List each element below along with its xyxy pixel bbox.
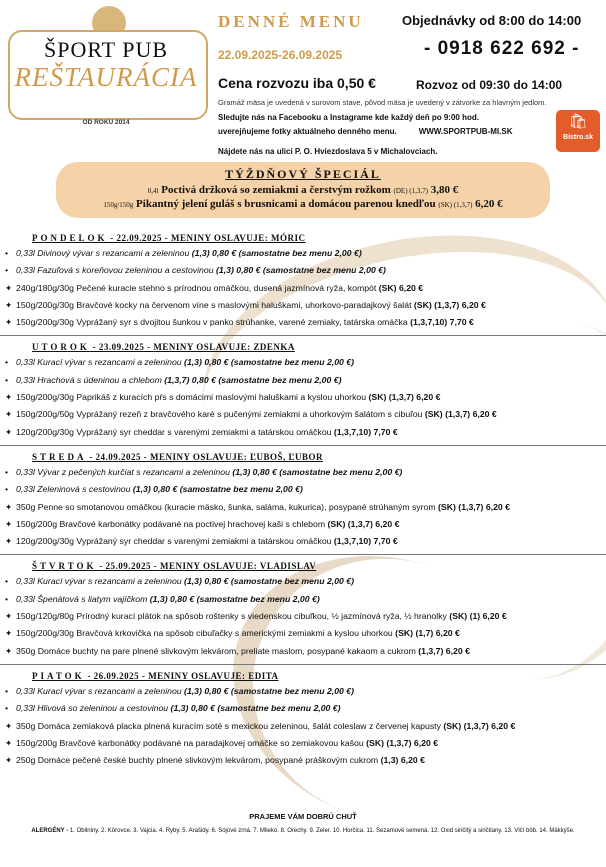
item-price: (1,3,7) 6,20 €: [418, 645, 470, 656]
main-item: [0, 643, 606, 660]
soup-item: [0, 591, 606, 608]
item-text: 150g/200g Bravčové karbonátky podávané na poctivej hrachovej kaši s chlebom: [16, 518, 328, 529]
main-item: [0, 297, 606, 314]
item-price: (SK) (1,3,7) 6,20 €: [327, 518, 400, 529]
special-qty: 0,4l: [147, 187, 159, 195]
item-price: (SK) (1,3,7) 6,20 €: [368, 392, 441, 403]
soup-item: [0, 262, 606, 279]
item-price: (1,3,7) 0,80 € (samostatne bez menu 2,00 €): [164, 374, 342, 385]
item-text: 0,33l Zeleninová s cestovinou: [16, 484, 133, 495]
menu-title: DENNÉ MENU: [218, 12, 364, 31]
item-price: (SK) (1,3,7) 6,20 €: [443, 720, 516, 731]
bullet-icon: ✦: [5, 628, 13, 639]
special-item: [56, 198, 550, 210]
item-price: (1,3,7,10) 7,70 €: [333, 426, 398, 437]
item-price: (1,3,7,10) 7,70 €: [410, 317, 474, 328]
item-text: 0,33l Fazuľová s koreňovou zeleninou a cestovinou: [16, 265, 216, 276]
item-price: (1,3) 6,20 €: [380, 755, 426, 766]
item-price: (SK) (1,3,7) 6,20 €: [413, 299, 486, 310]
soup-item: [0, 245, 606, 262]
special-price: 6,20 €: [475, 198, 503, 210]
shopping-bag-icon: 🛍: [568, 113, 588, 130]
day-date: - 24.09.2025 -: [86, 451, 151, 462]
logo-since: OD ROKU 2014: [82, 119, 130, 126]
special-allergens: (DE) (1,3,7): [393, 187, 428, 195]
item-price: (1,3) 0,80 € (samostatne bez menu 2,00 €): [170, 703, 341, 714]
item-text: 0,33l Kurací vývar s rezancami a zeleninou: [16, 576, 185, 587]
bullet-icon: ✦: [5, 282, 13, 293]
bullet-icon: •: [5, 576, 9, 587]
bullet-icon: ✦: [5, 426, 13, 437]
bullet-icon: •: [5, 466, 9, 477]
day-date: - 23.09.2025 -: [89, 342, 154, 353]
bullet-icon: ✦: [5, 737, 13, 748]
item-price: (SK) (1,7) 6,20 €: [395, 628, 460, 639]
bullet-icon: •: [5, 374, 9, 385]
day-heading: [32, 671, 606, 681]
soup-item: [0, 573, 606, 590]
item-text: 120g/200g/30g Vyprážaný syr cheddar s varenými zemiakmi a tatárskou omáčkou: [16, 426, 334, 437]
main-item: [0, 735, 606, 752]
logo-title: ŠPORT PUB: [43, 37, 169, 62]
item-text: 0,33l Hrachová s údeninou a chlebom: [16, 374, 165, 385]
bullet-icon: •: [5, 357, 9, 368]
item-text: 150g/200g/30g Bravčové kocky na červenom víne s maslovými haluškami, uhorkovo-paradajkový šalát: [16, 299, 414, 310]
item-price: (1,3) 0,80 € (samostatne bez menu 2,00 €): [215, 265, 386, 276]
main-item: [0, 625, 606, 642]
menu-list: [0, 573, 606, 659]
divider: [0, 445, 606, 446]
soup-item: [0, 464, 606, 481]
day-name: PONDELOK: [32, 233, 108, 243]
item-price: (SK) (1,3,7) 6,20 €: [366, 737, 439, 748]
item-text: 0,33l Divinový vývar s rezancami a zeleninou: [16, 248, 192, 258]
bistro-badge[interactable]: [556, 110, 600, 152]
bullet-icon: ✦: [5, 501, 13, 512]
social-line-1: Sledujte nás na Facebooku a Instagrame kde každý deň po 9:00 hod.: [218, 113, 479, 122]
item-price: (SK) 6,20 €: [378, 282, 424, 293]
bullet-icon: •: [5, 593, 9, 604]
item-text: 350g Penne so smotanovou omáčkou (kuracie mäsko, šunka, saláma, kukurica), posypané strúhaným syrom: [16, 501, 439, 512]
special-allergens: (SK) (1,3,7): [438, 201, 473, 209]
day-nameday: MENINY OSLAVUJE: EDITA: [148, 670, 279, 681]
day-name: STREDA: [32, 451, 87, 462]
day-name: UTOROK: [32, 342, 90, 353]
weekly-special: [56, 162, 550, 218]
address: Nájdete nás na ulici P. O. Hviezdoslava 5 v Michalovciach.: [218, 147, 438, 156]
main-item: [0, 424, 606, 441]
day-nameday: MENINY OSLAVUJE: MÓRIC: [171, 233, 306, 243]
bullet-icon: •: [5, 484, 9, 495]
bullet-icon: ✦: [5, 720, 13, 731]
day-name: ŠTVRTOK: [32, 561, 97, 572]
soup-item: [0, 700, 606, 717]
day-heading: [32, 342, 606, 352]
main-item: [0, 499, 606, 516]
divider: [0, 335, 606, 336]
soup-item: [0, 481, 606, 498]
menu-list: [0, 245, 606, 331]
item-text: 350g Domáce buchty na pare plnené slivkovým lekvárom, preliate maslom, posypané kakaom a cukrom: [16, 645, 419, 656]
item-price: (SK) (1) 6,20 €: [449, 611, 507, 622]
day-nameday: MENINY OSLAVUJE: VLADISLAV: [160, 561, 317, 572]
main-item: [0, 608, 606, 625]
allergen-list: 1. Obilniny. 2. Kôrovce. 3. Vajcia. 4. Ryby. 5. Arašidy. 6. Sójové zrná. 7. Mlieko. 8. Orechy. 9. Zeler. 10. Horčica. 11. Sezamové semená. 12. Oxid siričitý a siričitany. 13. Vlčí bôb. 14. Mäkkýše.: [68, 828, 575, 834]
day-name: PIATOK: [32, 670, 85, 681]
item-text: 150g/200g/50g Vyprážaný rezeň z bravčového karé s pučenými zemiakmi a uhorkovým šalátom s cibuľou: [16, 409, 425, 420]
special-text: Poctivá držková so zemiakmi a čerstvým rožkom: [161, 184, 391, 196]
main-item: [0, 752, 606, 769]
item-price: (1,3) 0,80 € (samostatne bez menu 2,00 €): [132, 484, 303, 495]
day-section: [0, 233, 606, 336]
day-section: [0, 561, 606, 664]
main-item: [0, 406, 606, 423]
order-hours: Objednávky od 8:00 do 14:00: [402, 13, 582, 28]
soup-item: [0, 354, 606, 371]
item-text: 240g/180g/30g Pečené kuracie stehno s prírodnou omáčkou, dusená jazmínová ryža, kompót: [16, 282, 379, 293]
meat-weight-note: Gramáž mäsa je uvedená v surovom stave, pôvod mäsa je uvedený v zátvorke za hlavným jedlom.: [218, 98, 547, 107]
bullet-icon: •: [5, 265, 9, 276]
social-line-2-text: uverejňujeme fotky aktuálneho denného menu.: [218, 127, 397, 136]
main-item: [0, 533, 606, 550]
item-price: (1,3) 0,80 € (samostatne bez menu 2,00 €): [184, 357, 355, 368]
footer-wish: PRAJEME VÁM DOBRÚ CHUŤ: [249, 812, 357, 821]
item-price: (SK) (1,3,7) 6,20 €: [438, 501, 510, 512]
item-price: (1,3,7,10) 7,70 €: [333, 536, 398, 547]
item-price: (SK) (1,3,7) 6,20 €: [424, 409, 497, 420]
main-item: [0, 280, 606, 297]
website-link[interactable]: WWW.SPORTPUB-MI.SK: [418, 127, 513, 136]
bullet-icon: ✦: [5, 409, 13, 420]
item-text: 0,33l Kurací vývar s rezancami a zeleninou: [16, 685, 185, 696]
day-section: [0, 452, 606, 555]
day-date: - 25.09.2025 -: [96, 561, 161, 572]
main-item: [0, 718, 606, 735]
day-date: - 26.09.2025 -: [84, 670, 149, 681]
day-heading: [32, 233, 606, 243]
bullet-icon: ✦: [5, 645, 13, 656]
item-text: 0,33l Vývar z pečených kurčiat s rezancami a zeleninou: [16, 466, 233, 477]
item-text: 150g/120g/80g Prírodný kurací plátok na spôsob roštenky s viedenskou cibuľkou, ½ jazmínová ryža, ½ hranolky: [16, 611, 450, 622]
soup-item: [0, 683, 606, 700]
day-heading: [32, 452, 606, 462]
menu-list: [0, 683, 606, 769]
item-price: (1,3) 0,80 € (samostatne bez menu 2,00 €): [232, 466, 403, 477]
delivery-price: Cena rozvozu iba 0,50 €: [218, 75, 376, 91]
main-item: [0, 314, 606, 331]
item-text: 150g/200g/30g Paprikáš z kuracích pŕs s domácimi maslovými haluškami a kyslou uhorkou: [16, 392, 369, 403]
item-text: 150g/200g/30g Vyprážaný syr s dvojitou šunkou v panko strúhanke, varené zemiaky, tatárska omáčka: [16, 317, 411, 328]
bullet-icon: •: [5, 685, 9, 696]
logo-subtitle: REŠTAURÁCIA: [14, 62, 198, 92]
day-date: - 22.09.2025 -: [107, 233, 172, 243]
bullet-icon: ✦: [5, 755, 13, 766]
special-text: Pikantný jelení guláš s brusnicami a domácou parenou knedľou: [136, 198, 436, 210]
restaurant-logo: [8, 6, 206, 124]
delivery-hours: Rozvoz od 09:30 do 14:00: [416, 78, 563, 92]
soup-item: [0, 372, 606, 389]
item-price: (1,3) 0,80 € (samostatne bez menu 2,00 €): [191, 248, 362, 258]
main-item: [0, 389, 606, 406]
bullet-icon: ✦: [5, 518, 13, 529]
bullet-icon: ✦: [5, 536, 13, 547]
allergen-legend: [0, 828, 606, 834]
day-section: [0, 671, 606, 769]
social-note: [218, 111, 548, 139]
item-text: 150g/200g Bravčové karbonátky podávané na paradajkovej omáčke so zemiakovou kašou: [16, 737, 367, 748]
item-text: 0,33l Špenátová s liatym vajíčkom: [16, 593, 150, 604]
item-text: 0,33l Kurací vývar s rezancami a zeleninou: [16, 357, 185, 368]
menu-dates: 22.09.2025-26.09.2025: [218, 48, 343, 62]
bullet-icon: ✦: [5, 299, 13, 310]
bullet-icon: ✦: [5, 317, 13, 328]
main-item: [0, 516, 606, 533]
item-text: 150g/200g/30g Bravčová krkovička na spôsob cibuľačky s americkými zemiakmi a kyslou uhorkou: [16, 628, 396, 639]
item-text: 350g Domáca zemiaková placka plnená kuracím soté s mexickou zeleninou, šalát coleslaw z červenej kapusty: [16, 720, 444, 731]
bullet-icon: •: [5, 248, 9, 258]
item-price: (1,3) 0,80 € (samostatne bez menu 2,00 €): [184, 685, 355, 696]
day-section: [0, 342, 606, 445]
divider: [0, 664, 606, 665]
item-text: 120g/200g/30g Vyprážaný syr cheddar s varenými zemiakmi a tatárskou omáčkou: [16, 536, 334, 547]
day-heading: [32, 561, 606, 571]
bistro-label: Bistro.sk: [563, 134, 593, 141]
item-price: (1,3) 0,80 € (samostatne bez menu 2,00 €): [184, 576, 355, 587]
bullet-icon: •: [5, 703, 9, 714]
allergen-label: ALERGÉNY -: [31, 828, 69, 834]
social-line-2: [218, 125, 548, 139]
menu-list: [0, 464, 606, 550]
special-title: TÝŽDŇOVÝ ŠPECIÁL: [225, 167, 381, 181]
bullet-icon: ✦: [5, 611, 13, 622]
day-nameday: MENINY OSLAVUJE: ĽUBOŠ, ĽUBOR: [150, 451, 324, 462]
divider: [0, 554, 606, 555]
phone-number[interactable]: - 0918 622 692 -: [424, 38, 580, 59]
menu-list: [0, 354, 606, 440]
item-text: 250g Domáce pečené české buchty plnené slivkovým lekvárom, posypané práškovým cukrom: [16, 755, 381, 766]
item-text: 0,33l Hlivová so zeleninou a cestovinou: [16, 703, 171, 714]
daily-menus: [0, 233, 606, 769]
special-qty: 150g/150g: [103, 201, 134, 209]
special-item: [56, 184, 550, 196]
day-nameday: MENINY OSLAVUJE: ZDENKA: [153, 342, 295, 353]
item-price: (1,3) 0,80 € (samostatne bez menu 2,00 €): [149, 593, 320, 604]
bullet-icon: ✦: [5, 392, 13, 403]
special-price: 3,80 €: [430, 184, 459, 196]
